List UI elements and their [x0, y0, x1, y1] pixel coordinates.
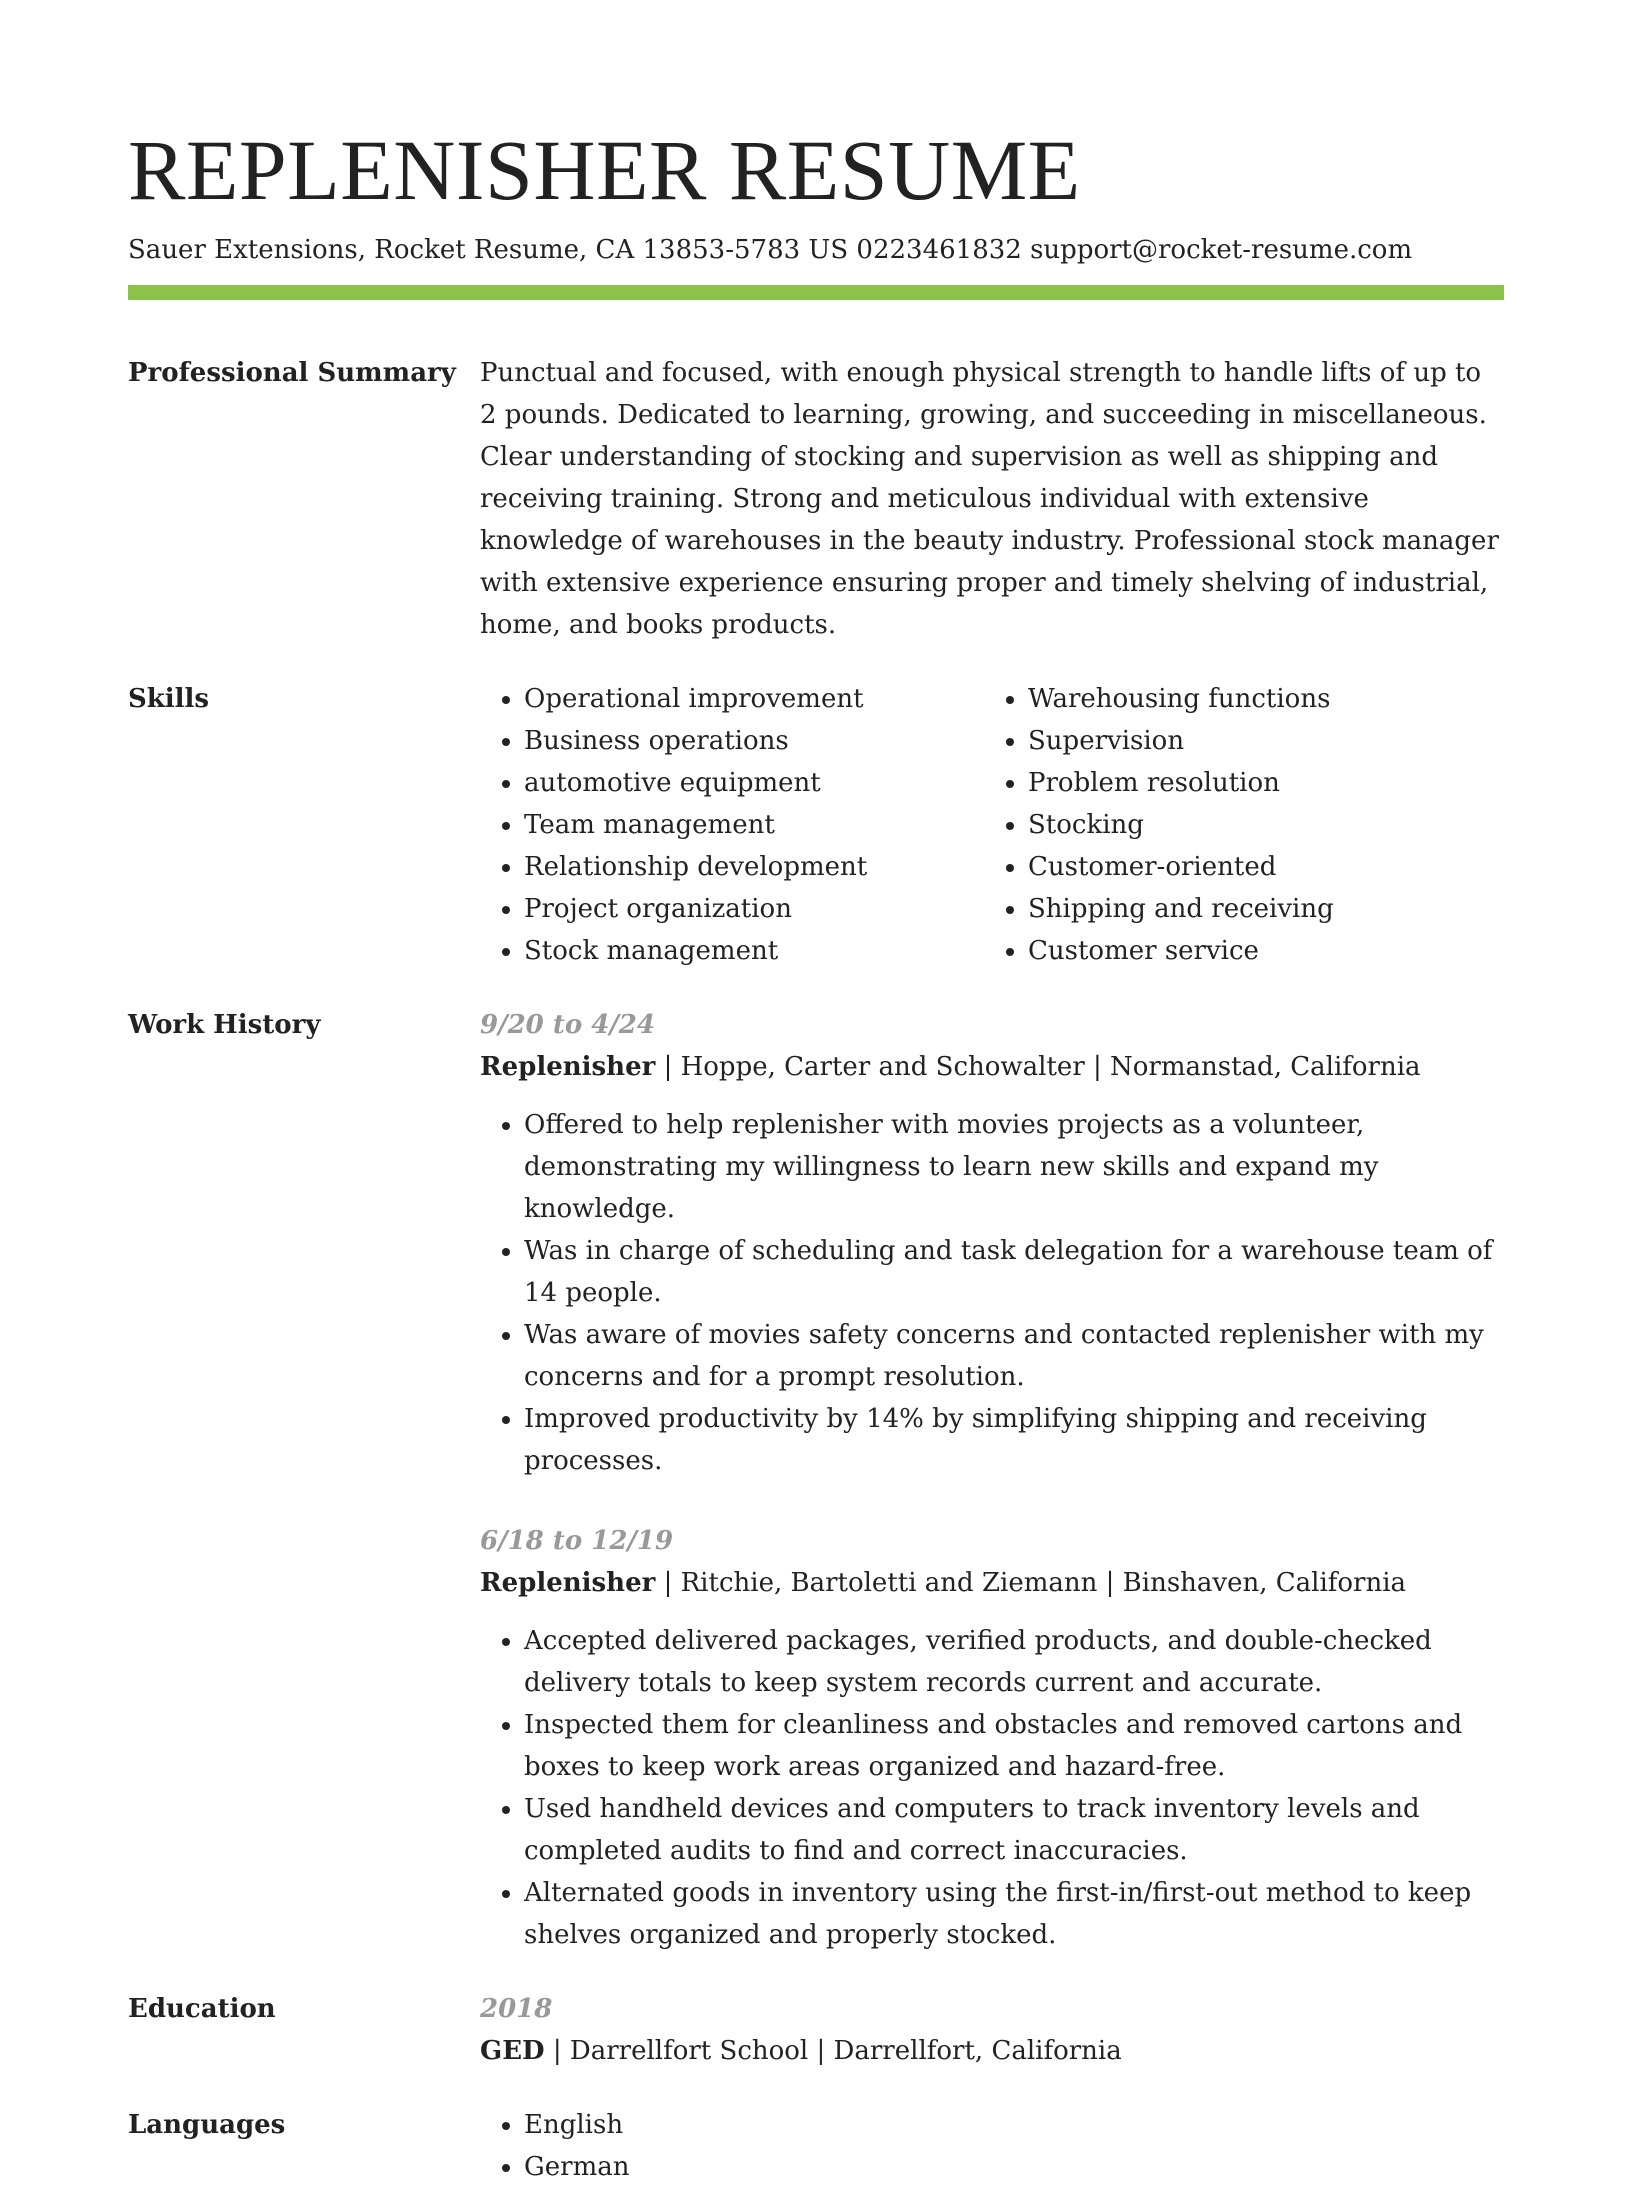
job-entry — [480, 1520, 1504, 1956]
accent-divider — [128, 285, 1504, 300]
languages-section — [128, 2104, 1504, 2188]
skill-item: • Operational improvement — [524, 678, 984, 720]
work-history-heading: Work History — [128, 1010, 321, 1040]
job-bullet: • Accepted delivered packages, verified products, and double-checked delivery totals to keep system records current and accurate. — [524, 1620, 1504, 1704]
language-item: • English — [524, 2104, 1504, 2146]
skill-item: • Supervision — [1028, 720, 1488, 762]
job-bullet: • Inspected them for cleanliness and obstacles and removed cartons and boxes to keep work areas organized and hazard-free. — [524, 1704, 1504, 1788]
job-entry — [480, 1004, 1504, 1482]
skill-item: • Stock management — [524, 930, 984, 972]
languages-heading: Languages — [128, 2110, 286, 2140]
job-employer-location: | Hoppe, Carter and Schowalter | Normanstad, California — [655, 1052, 1421, 1082]
job-dates: 6/18 to 12/19 — [480, 1526, 674, 1556]
job-title-line — [480, 1562, 1504, 1604]
education-section — [128, 1988, 1504, 2072]
job-bullet: • Improved productivity by 14% by simplifying shipping and receiving processes. — [524, 1398, 1504, 1482]
job-bullet: • Used handheld devices and computers to track inventory levels and completed audits to find and correct inaccuracies. — [524, 1788, 1504, 1872]
skill-item: • Relationship development — [524, 846, 984, 888]
education-heading: Education — [128, 1994, 276, 2024]
job-employer-location: | Ritchie, Bartoletti and Ziemann | Binshaven, California — [655, 1568, 1407, 1598]
skills-section — [128, 678, 1504, 972]
skill-item: • Problem resolution — [1028, 762, 1488, 804]
resume-title: REPLENISHER RESUME — [128, 122, 1081, 218]
education-school-location: | Darrellfort School | Darrellfort, California — [544, 2036, 1122, 2066]
skill-item: • Project organization — [524, 888, 984, 930]
language-item: • German — [524, 2146, 1504, 2188]
job-bullet: • Was aware of movies safety concerns and contacted replenisher with my concerns and for a prompt resolution. — [524, 1314, 1504, 1398]
skills-column-left — [480, 678, 984, 972]
skill-item: • Shipping and receiving — [1028, 888, 1488, 930]
skills-heading: Skills — [128, 684, 210, 714]
summary-section — [128, 352, 1504, 646]
education-dates: 2018 — [480, 1994, 553, 2024]
skill-item: • Team management — [524, 804, 984, 846]
skill-item: • Warehousing functions — [1028, 678, 1488, 720]
education-degree: GED — [480, 2036, 545, 2066]
skill-item: • Customer service — [1028, 930, 1488, 972]
skills-column-right — [984, 678, 1488, 972]
job-bullet: • Alternated goods in inventory using the first-in/first-out method to keep shelves organized and properly stocked. — [524, 1872, 1504, 1956]
skill-item: • Customer-oriented — [1028, 846, 1488, 888]
contact-line: Sauer Extensions, Rocket Resume, CA 13853-5783 US 0223461832 support@rocket-resume.com — [128, 235, 1413, 265]
skill-item: • automotive equipment — [524, 762, 984, 804]
skill-item: • Business operations — [524, 720, 984, 762]
skill-item: • Stocking — [1028, 804, 1488, 846]
job-title-line — [480, 1046, 1504, 1088]
summary-text: Punctual and focused, with enough physical strength to handle lifts of up to 2 pounds. Dedicated to learning, growing, and succeeding in miscellaneous. Clear understanding of stocking and supervision as well as shipping and receiving training. Strong and meticulous individual with extensive knowledge of warehouses in the beauty industry. Professional stock manager with extensive experience ensuring proper and timely shelving of industrial, home, and books products. — [480, 358, 1499, 640]
job-bullet: • Offered to help replenisher with movies projects as a volunteer, demonstrating my willingness to learn new skills and expand my knowledge. — [524, 1104, 1504, 1230]
job-role: Replenisher — [480, 1568, 656, 1598]
job-bullet: • Was in charge of scheduling and task delegation for a warehouse team of 14 people. — [524, 1230, 1504, 1314]
summary-heading: Professional Summary — [128, 358, 456, 388]
job-role: Replenisher — [480, 1052, 656, 1082]
education-line — [480, 2030, 1504, 2072]
work-history-section — [128, 1004, 1504, 1956]
job-dates: 9/20 to 4/24 — [480, 1010, 655, 1040]
